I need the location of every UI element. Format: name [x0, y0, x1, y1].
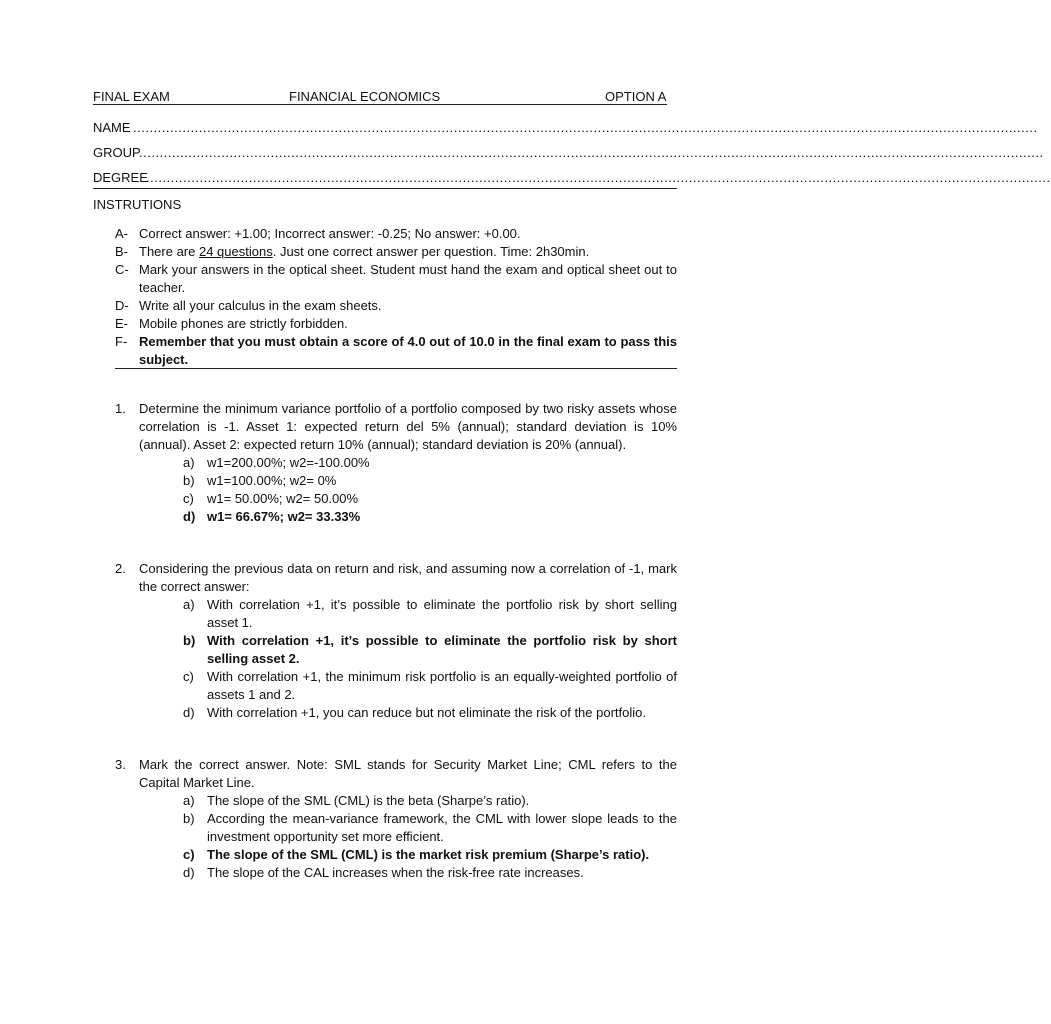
answer-option-c	[183, 490, 677, 508]
option-text: The slope of the SML (CML) is the beta (Sharpe’s ratio).	[207, 793, 530, 808]
option-text: w1= 66.67%; w2= 33.33%	[207, 509, 361, 524]
question-text: Determine the minimum variance portfolio of a portfolio composed by two risky assets whose correlation is -1. Asset 1: expected return del 5% (annual); standard deviation is 10% (annual). Asset 2: expected return 10% (annual); standard deviation is 20% (annual).	[139, 401, 677, 452]
option-marker: a)	[183, 455, 195, 470]
instructions-bottom-rule	[115, 368, 677, 369]
option-marker: d)	[183, 865, 195, 880]
option-text: With correlation +1, you can reduce but not eliminate the risk of the portfolio.	[207, 705, 646, 720]
instruction-item	[115, 333, 677, 369]
question-3	[115, 756, 677, 882]
option-text: w1= 50.00%; w2= 50.00%	[207, 491, 359, 506]
question-number: 2.	[115, 561, 126, 576]
answer-option-b	[183, 810, 677, 846]
fields-bottom-rule	[93, 188, 677, 189]
instruction-item	[115, 261, 677, 297]
header-option: OPTION A	[605, 89, 667, 104]
answer-option-d	[183, 704, 677, 722]
instruction-text	[139, 244, 589, 259]
instruction-marker: F-	[115, 334, 128, 349]
answer-option-a	[183, 454, 677, 472]
instruction-text-post: . Just one correct answer per question. Time: 2h30min.	[272, 244, 590, 259]
instructions-list	[115, 225, 677, 369]
answer-option-a	[183, 596, 677, 632]
instructions-title: INSTRUTIONS	[93, 197, 182, 212]
answer-option-b-correct	[183, 632, 677, 668]
option-text: The slope of the SML (CML) is the market risk premium (Sharpe’s ratio).	[207, 847, 650, 862]
option-marker: d)	[183, 705, 195, 720]
instruction-text-pre: There are	[139, 244, 199, 259]
option-text: With correlation +1, it’s possible to eliminate the portfolio risk by short selling asset 1.	[207, 597, 677, 630]
option-text: With correlation +1, the minimum risk portfolio is an equally-weighted portfolio of assets 1 and 2.	[207, 669, 677, 702]
questions-count-underlined: 24 questions	[198, 244, 273, 259]
header-course-title: FINANCIAL ECONOMICS	[289, 89, 441, 104]
instruction-item	[115, 225, 677, 243]
option-marker: b)	[183, 811, 195, 826]
question-text: Mark the correct answer. Note: SML stands for Security Market Line; CML refers to the Capital Market Line.	[139, 757, 677, 790]
answer-option-a	[183, 792, 677, 810]
option-text: The slope of the CAL increases when the risk-free rate increases.	[207, 865, 584, 880]
instruction-marker: D-	[115, 298, 129, 313]
degree-label: DEGREE	[93, 170, 148, 185]
answer-options	[183, 596, 677, 722]
option-marker: b)	[183, 473, 195, 488]
answer-option-c	[183, 668, 677, 704]
question-2	[115, 560, 677, 722]
instruction-text-bold: Remember that you must obtain a score of 4.0 out of 10.0 in the final exam to pass this subject.	[139, 334, 677, 367]
answer-option-c-correct	[183, 846, 677, 864]
option-marker: a)	[183, 597, 195, 612]
option-text: w1=200.00%; w2=-100.00%	[207, 455, 370, 470]
instruction-marker: A-	[115, 226, 128, 241]
instruction-marker: E-	[115, 316, 128, 331]
header-underline	[93, 104, 667, 105]
option-marker: c)	[183, 491, 194, 506]
instruction-item	[115, 297, 677, 315]
option-text: w1=100.00%; w2= 0%	[207, 473, 337, 488]
degree-field-dots[interactable]: ............................................................................................................................................................................................................................	[146, 170, 1051, 185]
option-marker: b)	[183, 633, 196, 648]
option-text: With correlation +1, it’s possible to eliminate the portfolio risk by short selling asset 2.	[207, 633, 677, 666]
instruction-text: Mark your answers in the optical sheet. Student must hand the exam and optical sheet out to teacher.	[139, 262, 677, 295]
answer-option-d-correct	[183, 508, 677, 526]
answer-options	[183, 454, 677, 526]
answer-option-d	[183, 864, 677, 882]
instruction-marker: C-	[115, 262, 129, 277]
group-label: GROUP	[93, 145, 141, 160]
name-label: NAME	[93, 120, 131, 135]
instruction-marker: B-	[115, 244, 128, 259]
answer-options	[183, 792, 677, 882]
instruction-text: Correct answer: +1.00; Incorrect answer: -0.25; No answer: +0.00.	[139, 226, 521, 241]
instruction-text: Write all your calculus in the exam sheets.	[139, 298, 382, 313]
option-marker: d)	[183, 509, 196, 524]
option-marker: c)	[183, 847, 195, 862]
question-1	[115, 400, 677, 526]
instruction-item	[115, 315, 677, 333]
option-text: According the mean-variance framework, the CML with lower slope leads to the investment opportunity set more efficient.	[207, 811, 677, 844]
question-text: Considering the previous data on return and risk, and assuming now a correlation of -1, mark the correct answer:	[139, 561, 677, 594]
answer-option-b	[183, 472, 677, 490]
group-field-dots[interactable]: ............................................................................................................................................................................................................................	[139, 145, 1044, 160]
instruction-text: Mobile phones are strictly forbidden.	[139, 316, 348, 331]
option-marker: a)	[183, 793, 195, 808]
name-field-dots[interactable]: ............................................................................................................................................................................................................................	[133, 120, 1038, 135]
option-marker: c)	[183, 669, 194, 684]
question-number: 1.	[115, 401, 126, 416]
header-exam-title: FINAL EXAM	[93, 89, 170, 104]
question-number: 3.	[115, 757, 126, 772]
instruction-item	[115, 243, 677, 261]
